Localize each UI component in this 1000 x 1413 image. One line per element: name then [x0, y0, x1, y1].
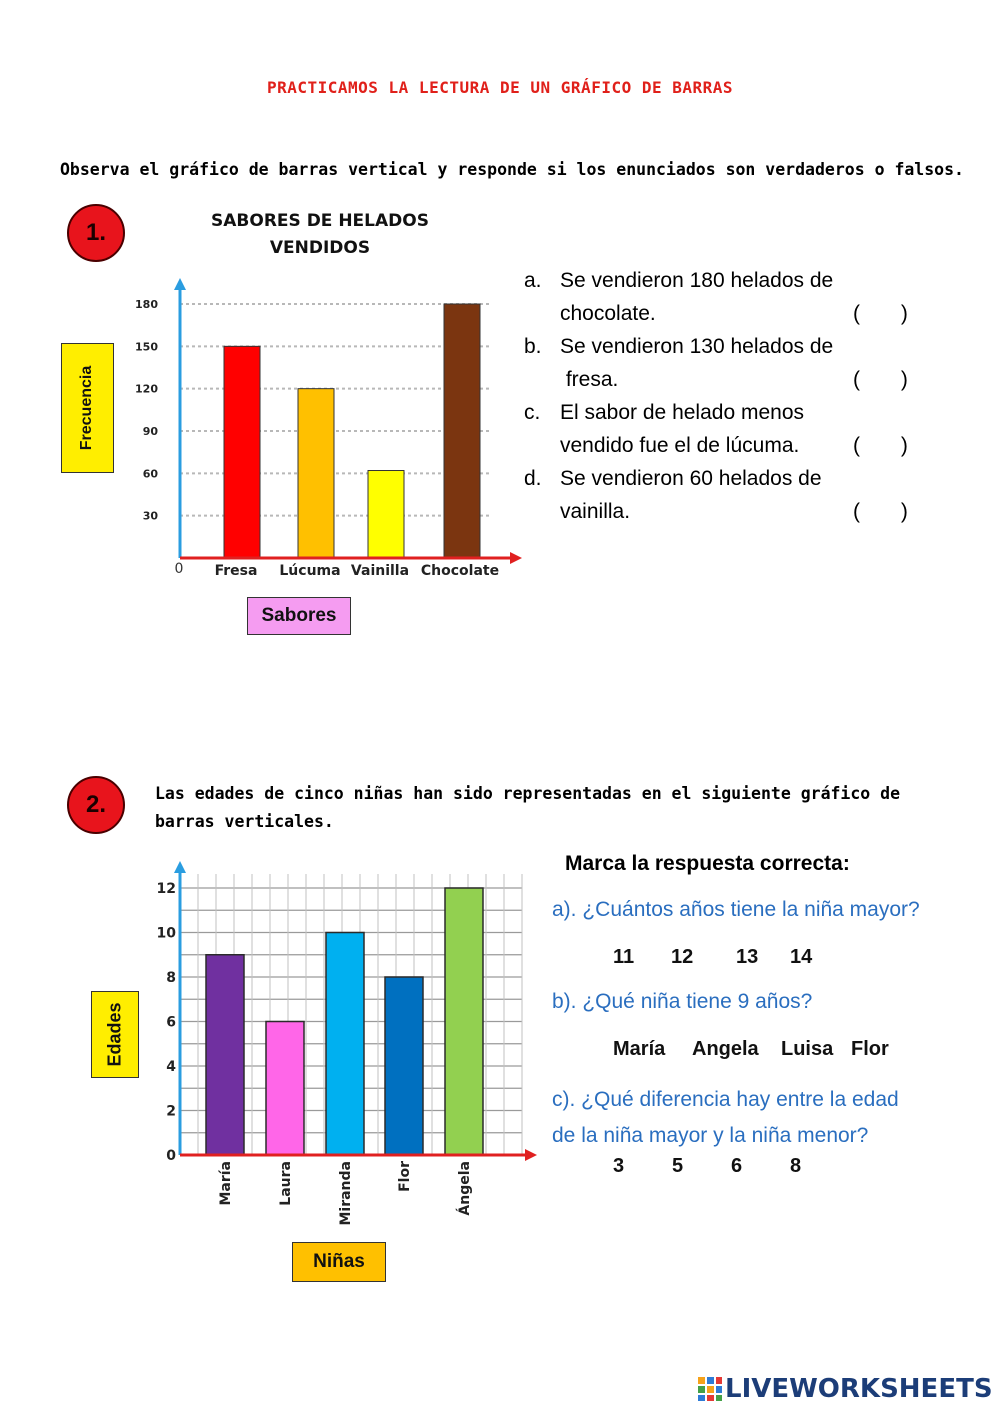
option[interactable]: Angela: [692, 1038, 759, 1060]
chart1-ytick-label: 90: [142, 425, 158, 438]
option[interactable]: Luisa: [781, 1038, 834, 1060]
statement-line1: Se vendieron 130 helados de: [560, 335, 834, 358]
chart2-category-label: Laura: [278, 1161, 294, 1206]
chart1-bar-vainilla: [368, 471, 404, 558]
chart2-category-label: Miranda: [338, 1161, 354, 1226]
chart1-xlabel: Sabores: [247, 597, 351, 635]
chart1-bar-chocolate: [444, 304, 480, 558]
statement-a: [524, 264, 944, 330]
statement-c: [524, 396, 944, 462]
question-b: b). ¿Qué niña tiene 9 años?: [552, 990, 813, 1013]
chart1-bar-lúcuma: [298, 389, 334, 558]
chart1-category-label: Lúcuma: [279, 563, 341, 579]
chart2-svg: [150, 855, 540, 1230]
section-number-1: 1.: [67, 204, 125, 262]
question-c-line2: de la niña mayor y la niña menor?: [552, 1124, 869, 1147]
section-number-2: 2.: [67, 776, 125, 834]
chart2-ytick-label: 6: [166, 1014, 176, 1031]
chart1-ytick-label: 180: [135, 298, 158, 311]
question-c: [552, 1082, 899, 1154]
chart1-title-line1: SABORES DE HELADOS: [211, 211, 429, 231]
statement-d: [524, 462, 944, 528]
chart2-ytick-label: 0: [166, 1148, 176, 1164]
chart1-category-label: Vainilla: [350, 563, 410, 579]
instruction-text: Observa el gráfico de barras vertical y responde si los enunciados son verdaderos o falsos.: [60, 160, 964, 179]
chart2-y-axis-arrow: [174, 861, 186, 873]
statement-line1: El sabor de helado menos: [560, 401, 804, 424]
chart2-x-axis-arrow: [525, 1149, 537, 1161]
statement-letter: b.: [524, 335, 542, 358]
answer-blank[interactable]: ( ): [853, 500, 908, 523]
statement-line1: Se vendieron 60 helados de: [560, 467, 822, 490]
statement-letter: c.: [524, 401, 541, 424]
chart1-ylabel: Frecuencia: [78, 365, 96, 451]
chart2-ytick-label: 12: [156, 881, 176, 897]
chart2-bar-4: [385, 977, 423, 1155]
chart1-ytick-label: 60: [142, 467, 158, 481]
chart2-ytick-label: 2: [166, 1103, 176, 1120]
question-c-line1: c). ¿Qué diferencia hay entre la edad: [552, 1088, 899, 1111]
chart2-ytick-label: 8: [166, 970, 176, 986]
page-title: PRACTICAMOS LA LECTURA DE UN GRÁFICO DE BARRAS: [266, 78, 734, 97]
answer-blank[interactable]: ( ): [853, 434, 908, 457]
chart2-ylabel-box: [91, 991, 139, 1078]
liveworksheets-logo-icon: [697, 1376, 723, 1402]
chart1-x-axis-arrow: [510, 552, 522, 564]
chart2-ylabel: Edades: [104, 1002, 125, 1067]
chart1-ytick-label: 30: [142, 509, 158, 523]
chart1-svg: [120, 270, 530, 590]
section2-intro: [155, 780, 955, 836]
section2-intro-line1: Las edades de cinco niñas han sido representadas en el siguiente gráfico de: [155, 784, 901, 803]
statement-line2: fresa.: [560, 368, 619, 391]
chart1-bar-fresa: [224, 346, 260, 558]
statement-b: [524, 330, 944, 396]
section2-intro-line2: barras verticales.: [155, 812, 334, 831]
option[interactable]: 12: [671, 946, 694, 968]
option[interactable]: 13: [736, 946, 759, 968]
option[interactable]: 8: [790, 1155, 802, 1177]
option[interactable]: 6: [731, 1155, 743, 1177]
statement-letter: a.: [524, 269, 542, 292]
statement-letter: d.: [524, 467, 542, 490]
option[interactable]: 14: [790, 946, 813, 968]
statement-line2: vendido fue el de lúcuma.: [560, 434, 800, 457]
chart2-bar-1: [206, 955, 244, 1155]
watermark: [697, 1374, 993, 1404]
answer-blank[interactable]: ( ): [853, 302, 908, 325]
section2-prompt: Marca la respuesta correcta:: [565, 852, 850, 875]
chart2-bar-2: [266, 1022, 304, 1156]
chart2-ytick-label: 4: [166, 1059, 176, 1075]
chart1-y-axis-arrow: [174, 278, 186, 290]
statement-line2: vainilla.: [560, 500, 631, 523]
chart1-ylabel-box: [61, 343, 114, 473]
question-a: a). ¿Cuántos años tiene la niña mayor?: [552, 898, 920, 921]
chart1-title: [190, 208, 450, 262]
statements-list: [524, 264, 944, 528]
statement-line2: chocolate.: [560, 302, 656, 325]
chart1-ytick-label: 150: [135, 340, 158, 354]
option[interactable]: 5: [672, 1155, 684, 1177]
chart2-category-label: Flor: [397, 1161, 413, 1192]
chart2-xlabel: Niñas: [292, 1242, 386, 1282]
chart2-bar-5: [445, 888, 483, 1155]
chart1-origin-label: 0: [174, 561, 184, 577]
option[interactable]: María: [613, 1038, 666, 1060]
chart1-category-label: Fresa: [214, 563, 258, 579]
chart1-ytick-label: 120: [135, 382, 158, 396]
chart2-category-label: María: [218, 1161, 234, 1206]
option[interactable]: 3: [613, 1155, 625, 1177]
statement-line1: Se vendieron 180 helados de: [560, 269, 834, 292]
answer-blank[interactable]: ( ): [853, 368, 908, 391]
chart1-category-label: Chocolate: [420, 563, 500, 579]
chart2-bar-3: [326, 933, 364, 1156]
watermark-text: LIVEWORKSHEETS: [725, 1374, 993, 1404]
chart2-ytick-label: 10: [156, 925, 176, 942]
option[interactable]: Flor: [851, 1038, 889, 1060]
option[interactable]: 11: [613, 946, 635, 968]
chart2-category-label: Ángela: [457, 1161, 473, 1216]
chart1-title-line2: VENDIDOS: [269, 238, 371, 258]
